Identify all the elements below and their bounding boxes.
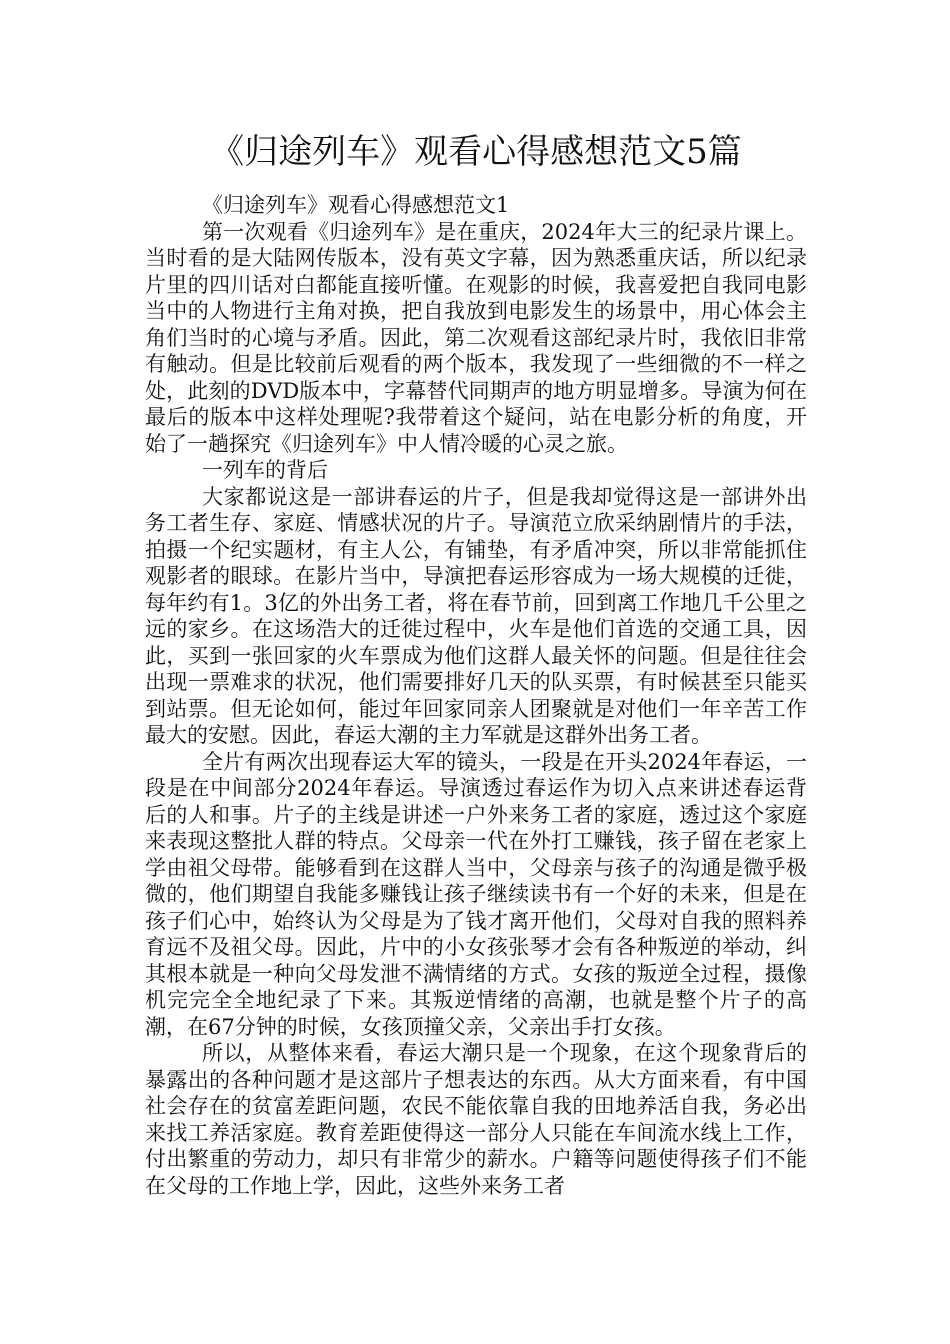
document-page	[145, 126, 807, 1199]
paragraph-4: 所以，从整体来看，春运大潮只是一个现象，在这个现象背后的暴露出的各种问题才是这部片子想表达的东西。从大方面来看，有中国社会存在的贫富差距问题，农民不能依靠自我的田地养活自我，务必出来找工养活家庭。教育差距使得这一部分人只能在车间流水线上工作，付出繁重的劳动力，却只有非常少的薪水。户籍等问题使得孩子们不能在父母的工作地上学，因此，这些外来务工者	[145, 1041, 807, 1198]
paragraph-2: 大家都说这是一部讲春运的片子，但是我却觉得这是一部讲外出务工者生存、家庭、情感状况的片子。导演范立欣采纳剧情片的手法，拍摄一个纪实题材，有主人公，有铺垫，有矛盾冲突，所以非常能抓住观影者的眼球。在影片当中，导演把春运形容成为一场大规模的迁徙，每年约有1。3亿的外出务工者，将在春节前，回到离工作地几千公里之远的家乡。在这场浩大的迁徙过程中，火车是他们首选的交通工具，因此，买到一张回家的火车票成为他们这群人最关怀的问题。但是往往会出现一票难求的状况，他们需要排好几天的队买票，有时候甚至只能买到站票。但无论如何，能过年回家同亲人团聚就是对他们一年辛苦工作最大的安慰。因此，春运大潮的主力军就是这群外出务工者。	[145, 484, 807, 747]
paragraph-3: 全片有两次出现春运大军的镜头，一段是在开头2024年春运，一段是在中间部分2024年春运。导演透过春运作为切入点来讲述春运背后的人和事。片子的主线是讲述一户外来务工者的家庭，透过这个家庭来表现这整批人群的特点。父母亲一代在外打工赚钱，孩子留在老家上学由祖父母带。能够看到在这群人当中，父母亲与孩子的沟通是微乎极微的，他们期望自我能多赚钱让孩子继续读书有一个好的未来，但是在孩子们心中，始终认为父母是为了钱才离开他们，父母对自我的照料养育远不及祖父母。因此，片中的小女孩张琴才会有各种叛逆的举动，纠其根本就是一种向父母发泄不满情绪的方式。女孩的叛逆全过程，摄像机完完全全地纪录了下来。其叛逆情绪的高潮，也就是整个片子的高潮，在67分钟的时候，女孩顶撞父亲，父亲出手打女孩。	[145, 749, 807, 1039]
paragraph-1: 第一次观看《归途列车》是在重庆，2024年大三的纪录片课上。当时看的是大陆网传版本，没有英文字幕，因为熟悉重庆话，所以纪录片里的四川话对白都能直接听懂。在观影的时候，我喜爱把自我同电影当中的人物进行主角对换，把自我放到电影发生的场景中，用心体会主角们当时的心境与矛盾。因此，第二次观看这部纪录片时，我依旧非常有触动。但是比较前后观看的两个版本，我发现了一些细微的不一样之处，此刻的DVD版本中，字幕替代同期声的地方明显增多。导演为何在最后的版本中这样处理呢?我带着这个疑问，站在电影分析的角度，开始了一趟探究《归途列车》中人情冷暖的心灵之旅。	[145, 219, 807, 456]
subheading: 一列车的背后	[202, 458, 328, 482]
section-title: 《归途列车》观看心得感想范文1	[202, 193, 510, 217]
document-title: 《归途列车》观看心得感想范文5篇	[210, 132, 742, 172]
